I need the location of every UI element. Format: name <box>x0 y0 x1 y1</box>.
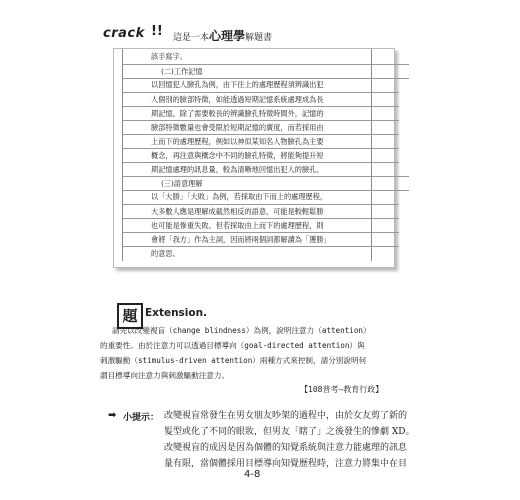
book-title-main: 心理學 <box>209 29 246 43</box>
card-row: 該手寫字。 <box>151 52 187 61</box>
hint-line: 髮型或化了不同的眼妝，但男友「瞎了」之後發生的慘劇 XD。 <box>164 427 415 437</box>
hint-line: 量有限，當個體採用目標導向知覺歷程時，注意力將集中在目 <box>164 459 408 469</box>
hint-line: 改變視盲常發生在男女朋友吵架的過程中，由於女友剪了新的 <box>164 411 408 421</box>
book-title <box>173 27 272 44</box>
question-line: 刺激驅動（stimulus-driven attention）兩種方式來控制，請分別說明何 <box>100 356 367 365</box>
card-row: 會將「我方」作為主詞，因而將兩個詞都解讀為「獲勝」 <box>123 232 399 246</box>
extension-badge: 題 <box>117 303 143 329</box>
card-row: 臉部特徵數量也會受限於短期記憶的廣度，而若採用由 <box>123 120 399 134</box>
hint-line: 改變視盲的成因是因為個體的知覺系統與注意力能處理的訊息 <box>164 443 408 453</box>
arrow-right-icon: ➡ <box>108 410 117 421</box>
question-line: 謂目標導向注意力與刺激驅動注意力。 <box>100 371 230 380</box>
book-title-prefix: 這是一本 <box>173 33 210 43</box>
card-row: 概念，再注意與概念中不同的臉孔特徵，將能夠提升短 <box>123 148 399 162</box>
card-row: 大多數人應是理解成截然相反的語意，可能是較輕鬆勝 <box>123 204 399 218</box>
question-line: 的重要性。由於注意力可以透過目標導向（goal-directed attention）與 <box>100 341 365 350</box>
card-row-heading: (二)工作記憶 <box>123 64 409 79</box>
answer-card-inner <box>122 49 372 261</box>
card-row: 也可能是慘重失敗。但若採取由上而下的處理歷程，則 <box>123 218 399 232</box>
page-header <box>103 26 403 44</box>
card-row: 以回憶犯人臉孔為例，由下往上的處理歷程須辨識出犯 <box>151 80 324 89</box>
crack-logo: crack <box>103 26 145 41</box>
hint-label: 小提示： <box>123 413 160 423</box>
question-line: 請先以改變視盲（change blindness）為例，說明注意力（attention） <box>112 326 371 335</box>
card-row: 上而下的處理歷程，例如以神似某知名人物臉孔為主要 <box>123 134 399 148</box>
answer-card <box>113 48 395 268</box>
book-title-suffix: 解題書 <box>245 33 273 43</box>
card-row-heading: (三)語意理解 <box>123 176 409 191</box>
card-row: 期記憶處理的訊息量，較為清晰地回憶出犯人的臉孔。 <box>123 162 399 176</box>
card-row: 期記憶，除了需要較長的辨識臉孔特徵時間外，記憶的 <box>123 106 399 120</box>
logo-mark: !! <box>151 24 163 39</box>
extension-title: Extension. <box>145 307 208 319</box>
card-row: 以「大勝」「大敗」為例，若採取由下而上的處理歷程， <box>151 192 328 201</box>
page-number: 4-8 <box>244 469 261 480</box>
card-row: 人個別的臉部特徵，如能透過短期記憶系統處理成為長 <box>123 92 399 106</box>
card-row: 的意思。 <box>123 246 399 260</box>
question-source: 【108普考—教育行政】 <box>300 385 384 394</box>
